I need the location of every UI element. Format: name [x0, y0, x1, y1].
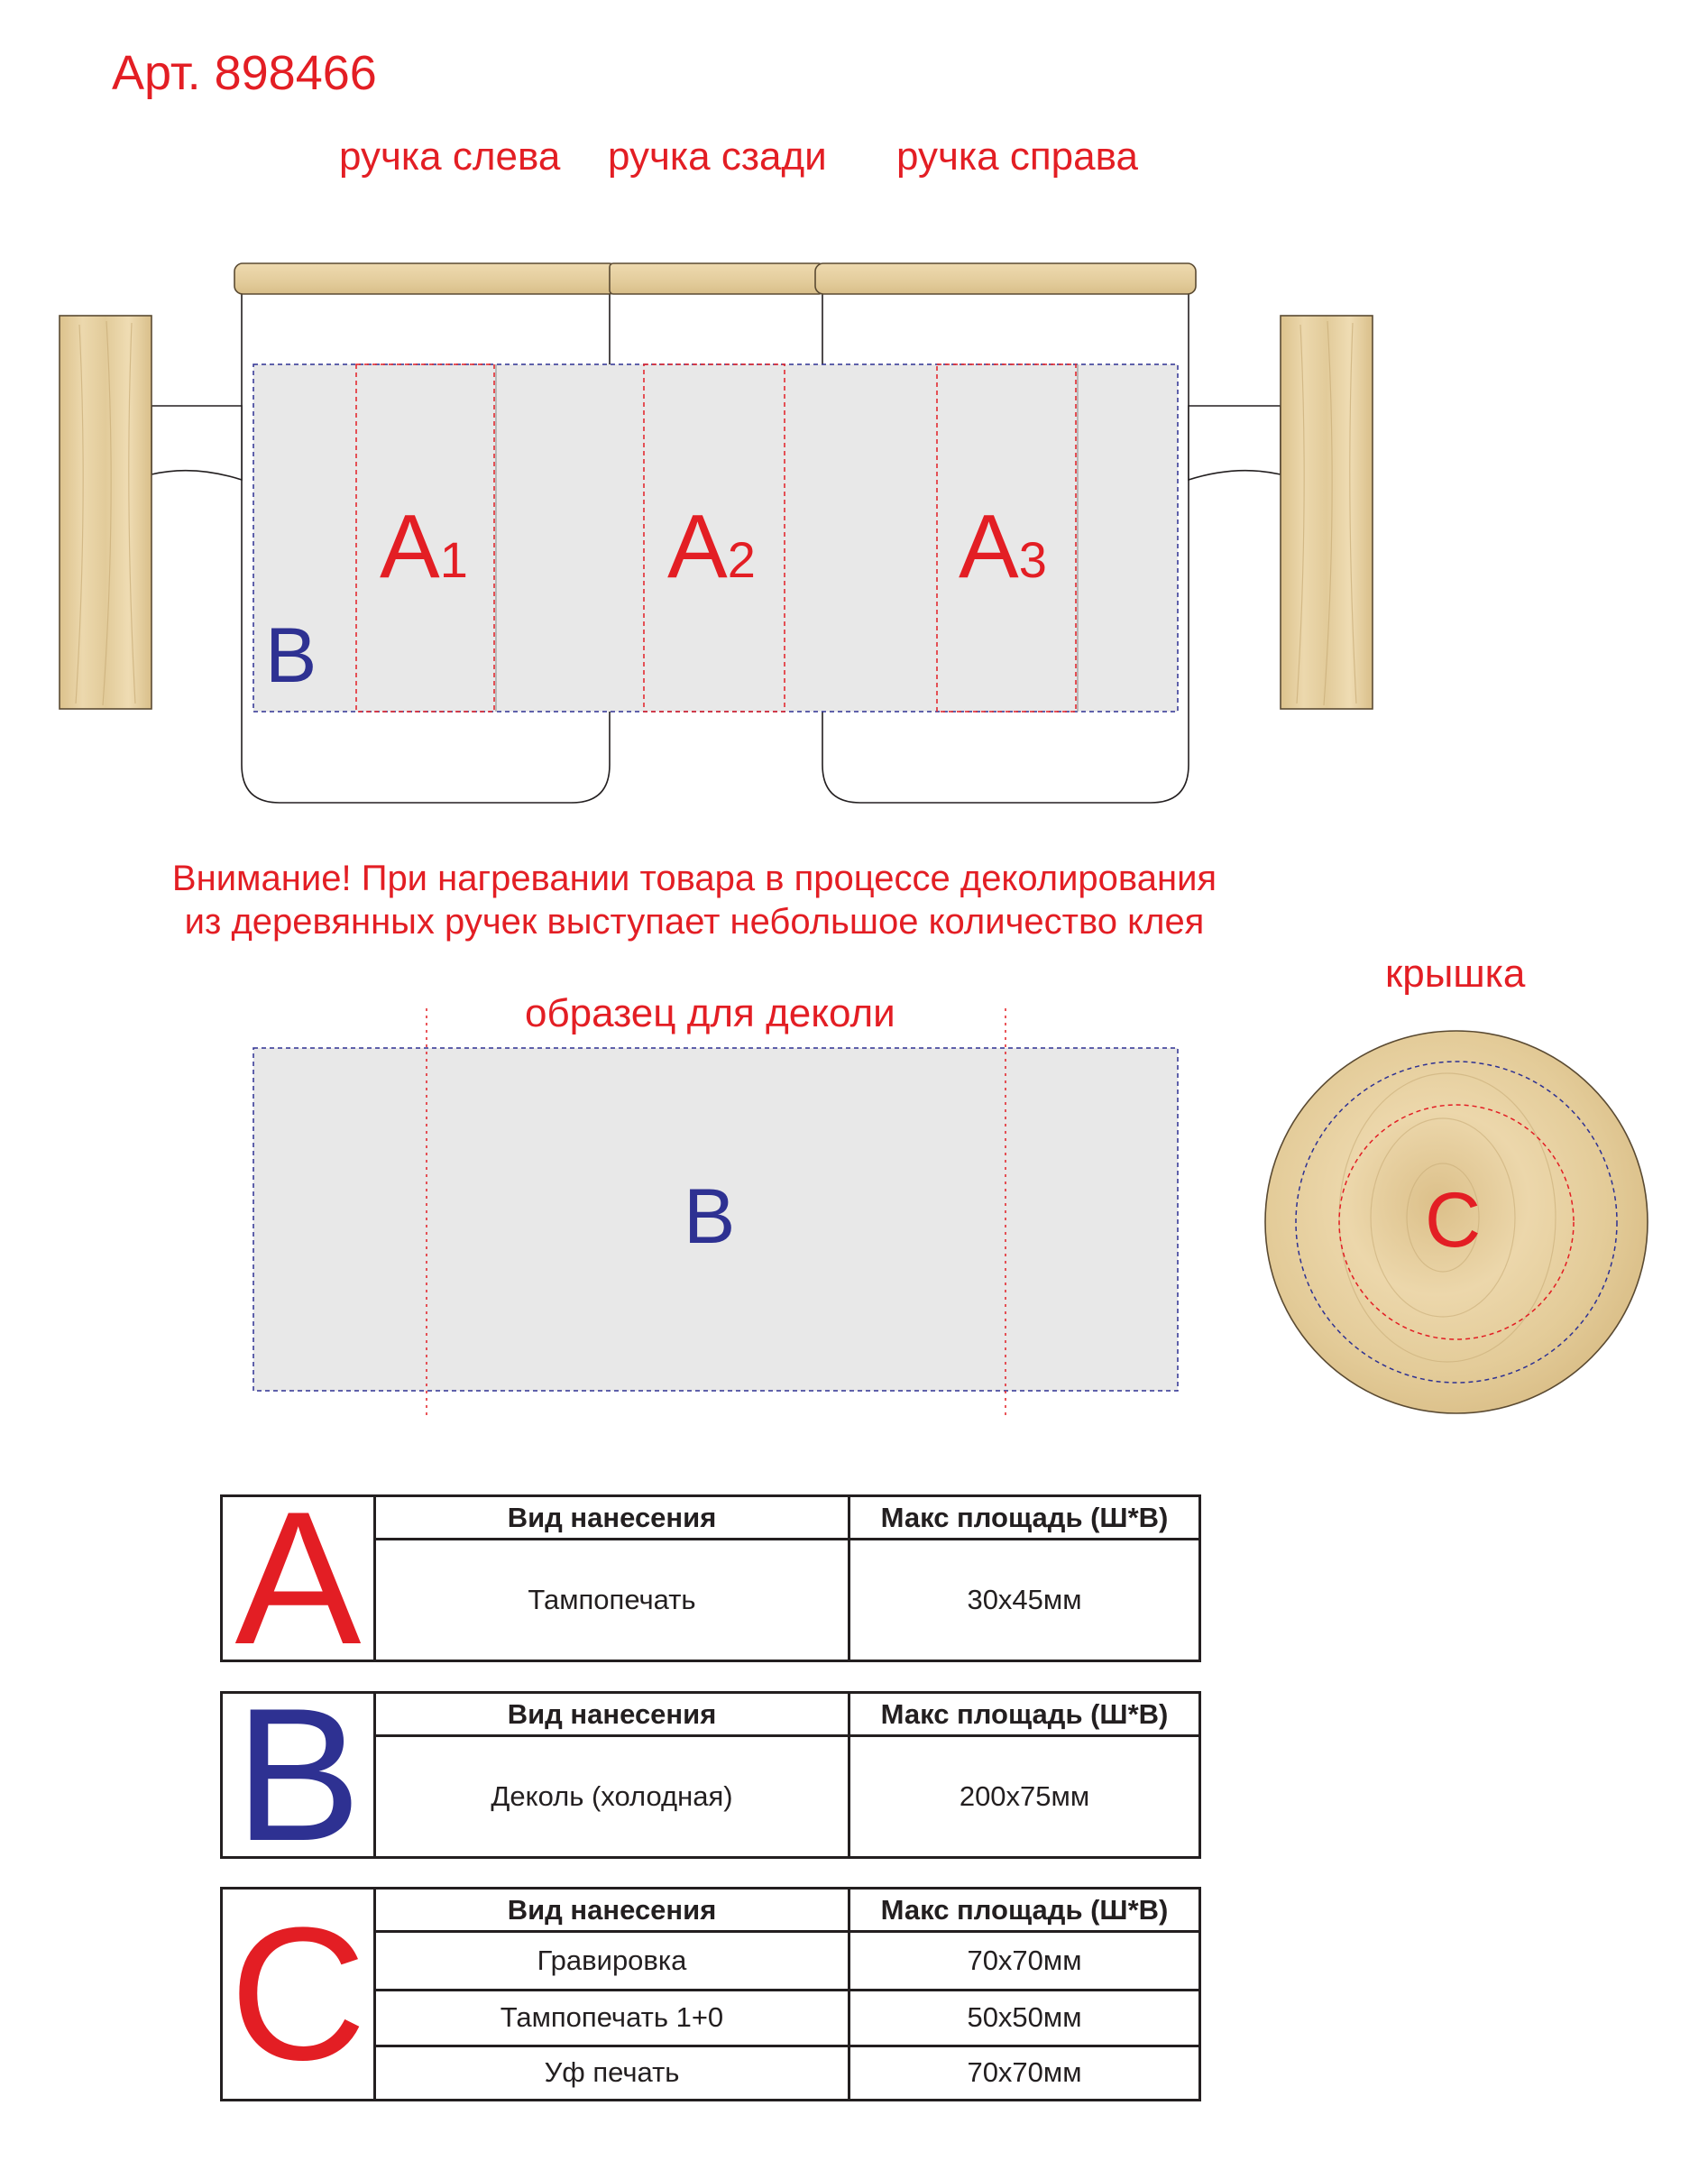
table-c-method-row-2: Тампопечать 1+0	[376, 1990, 850, 2045]
table-c-area-row-1: 70х70мм	[967, 1945, 1082, 1976]
zone-label-b-decal: B	[684, 1173, 736, 1260]
table-a-header-method: Вид нанесения	[376, 1497, 850, 1540]
table-b-area: 200х75мм	[959, 1780, 1090, 1812]
lid-label: крышка	[1385, 952, 1526, 996]
wooden-handle-left	[60, 316, 152, 709]
table-a	[220, 1472, 1201, 1684]
warning-line-2: из деревянных ручек выступает небольшое количество клея	[184, 902, 1205, 942]
table-b-letter: B	[223, 1694, 376, 1856]
table-a-method: Тампопечать	[376, 1540, 850, 1660]
view-label-right-handle: ручка справа	[896, 134, 1138, 179]
zone-label-a1: A1	[380, 496, 468, 597]
article-title: Арт. 898466	[112, 46, 377, 100]
table-b-method: Деколь (холодная)	[376, 1737, 850, 1856]
lid-bar-left	[234, 263, 617, 294]
lid-bar-middle	[610, 263, 822, 294]
table-b	[220, 1669, 1201, 1880]
table-b-header-method: Вид нанесения	[376, 1694, 850, 1737]
warning-line-1: Внимание! При нагревании товара в процессе деколирования	[171, 859, 1217, 898]
view-label-back-handle: ручка сзади	[608, 134, 827, 179]
table-c-area-row-2: 50х50мм	[967, 2000, 1082, 2033]
view-label-left-handle: ручка слева	[339, 134, 561, 179]
table-c-method-row-3: Уф печать	[376, 2046, 850, 2100]
table-c-header-area: Макс площадь (Ш*В)	[850, 1890, 1198, 1933]
decal-sample-label: образец для деколи	[525, 991, 895, 1035]
table-c-header-method: Вид нанесения	[376, 1890, 850, 1933]
table-c-area-row-3: 70х70мм	[967, 2056, 1082, 2088]
wooden-handle-right	[1281, 316, 1373, 709]
table-c-method-row-1: Гравировка	[376, 1933, 850, 1989]
table-c	[220, 1887, 1201, 2101]
handle-connector-left	[152, 406, 242, 480]
table-c-letter: C	[223, 1890, 376, 2099]
lid-bar-right	[815, 263, 1196, 294]
zone-label-a2: A2	[667, 496, 756, 597]
handle-connector-right	[1189, 406, 1281, 480]
table-a-header-area: Макс площадь (Ш*В)	[850, 1497, 1198, 1540]
zone-label-c: C	[1425, 1177, 1482, 1264]
table-a-area: 30х45мм	[967, 1584, 1082, 1615]
table-b-header-area: Макс площадь (Ш*В)	[850, 1694, 1198, 1737]
table-a-letter: A	[223, 1497, 376, 1660]
zone-label-a3: A3	[959, 496, 1047, 597]
zone-label-b-jar: B	[265, 612, 317, 699]
